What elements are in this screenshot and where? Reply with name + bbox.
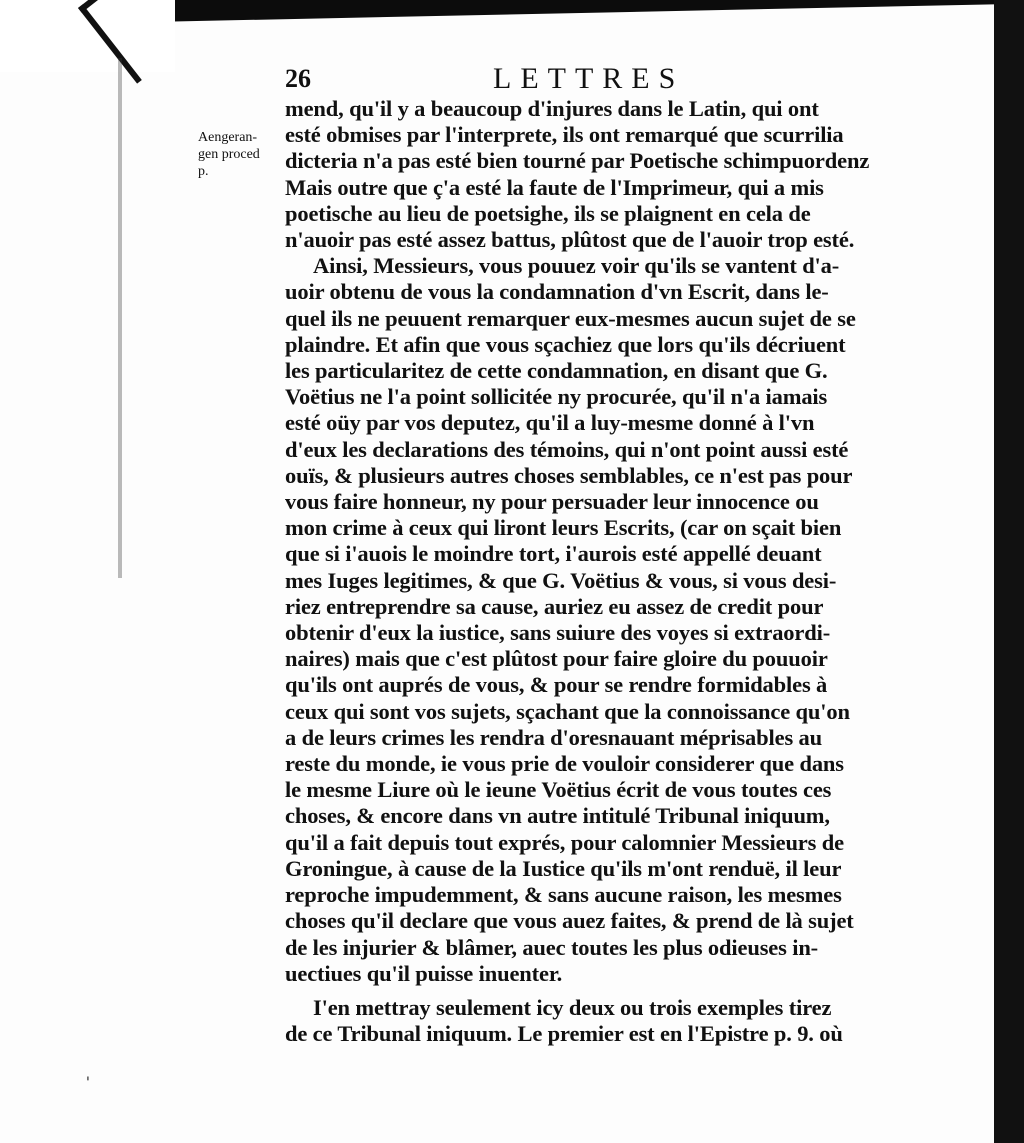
text-line: riez entreprendre sa cause, auriez eu assez de credit pour [285, 593, 824, 619]
text-line: reproche impudemment, & sans aucune raison, les mesmes [285, 882, 842, 908]
body-text [285, 96, 890, 1047]
text-line: d'eux les declarations des témoins, qui n'ont point aussi esté [285, 436, 849, 462]
text-line: dicteria n'a pas esté bien tourné par Poetische schimpuordenz [285, 148, 870, 174]
text-line: que si i'auois le moindre tort, i'aurois esté appellé deuant [285, 541, 822, 567]
text-line: choses qu'il declare que vous auez faites, & prend de là sujet [285, 908, 854, 934]
text-line: quel ils ne peuuent remarquer eux-mesmes aucun sujet de se [285, 305, 856, 331]
text-line: esté oüy par vos deputez, qu'il a luy-mesme donné à l'vn [285, 410, 815, 436]
text-line: I'en mettray seulement icy deux ou trois exemples tirez [313, 994, 832, 1020]
text-line: qu'il a fait depuis tout exprés, pour calomnier Messieurs de [285, 829, 844, 855]
text-line: de ce Tribunal iniquum. Le premier est en l'Epistre p. 9. où [285, 1021, 843, 1047]
scan-edge-right [994, 0, 1024, 1143]
text-line: esté obmises par l'interprete, ils ont remarqué que scurrilia [285, 122, 844, 148]
text-line: naires) mais que c'est plûtost pour faire gloire du pouuoir [285, 646, 828, 672]
text-line: qu'ils ont auprés de vous, & pour se rendre formidables à [285, 672, 828, 698]
running-head: LETTRES [493, 62, 685, 95]
text-line: de les injurier & blâmer, auec toutes les plus odieuses in- [285, 934, 819, 960]
text-line: uoir obtenu de vous la condamnation d'vn Escrit, dans le- [285, 279, 829, 305]
gutter-shadow [118, 58, 122, 578]
text-line: choses, & encore dans vn autre intitulé Tribunal iniquum, [285, 803, 830, 829]
margin-note: Aengeran- gen proced p. [198, 130, 260, 179]
text-line: ceux qui sont vos sujets, sçachant que la connoissance qu'on [285, 698, 850, 724]
book-page [195, 62, 915, 1047]
text-line: Ainsi, Messieurs, vous pouuez voir qu'ils se vantent d'a- [313, 253, 840, 279]
stray-mark: ' [86, 1075, 90, 1091]
text-line: plaindre. Et afin que vous sçachiez que lors qu'ils décriuent [285, 331, 846, 357]
text-line: vous faire honneur, ny pour persuader leur innocence ou [285, 489, 819, 515]
page-number: 26 [285, 64, 311, 93]
text-line: le mesme Liure où le ieune Voëtius écrit de vous toutes ces [285, 777, 832, 803]
text-line: mend, qu'il y a beaucoup d'injures dans le Latin, qui ont [285, 96, 819, 121]
text-line: Voëtius ne l'a point sollicitée ny procurée, qu'il n'a iamais [285, 384, 828, 410]
text-line: uectiues qu'il puisse inuenter. [285, 960, 563, 986]
text-line: ouïs, & plusieurs autres choses semblables, ce n'est pas pour [285, 462, 853, 488]
text-line: mes Iuges legitimes, & que G. Voëtius & vous, si vous desi- [285, 567, 837, 593]
page-header [195, 62, 915, 96]
text-line: mon crime à ceux qui liront leurs Escrits, (car on sçait bien [285, 515, 842, 541]
text-line: les particularitez de cette condamnation, en disant que G. [285, 358, 828, 384]
text-line: reste du monde, ie vous prie de vouloir considerer que dans [285, 751, 844, 777]
text-line: Groningue, à cause de la Iustice qu'ils m'ont renduë, il leur [285, 855, 842, 881]
text-line: obtenir d'eux la iustice, sans suiure des voyes si extraordi- [285, 620, 831, 646]
scan-edge-top [150, 0, 1024, 22]
text-line: a de leurs crimes les rendra d'oresnauant méprisables au [285, 724, 823, 750]
text-line: n'auoir pas esté assez battus, plûtost que de l'auoir trop esté. [285, 227, 855, 253]
text-line: Mais outre que ç'a esté la faute de l'Imprimeur, qui a mis [285, 174, 824, 200]
text-line: poetische au lieu de poetsighe, ils se plaignent en cela de [285, 200, 811, 226]
